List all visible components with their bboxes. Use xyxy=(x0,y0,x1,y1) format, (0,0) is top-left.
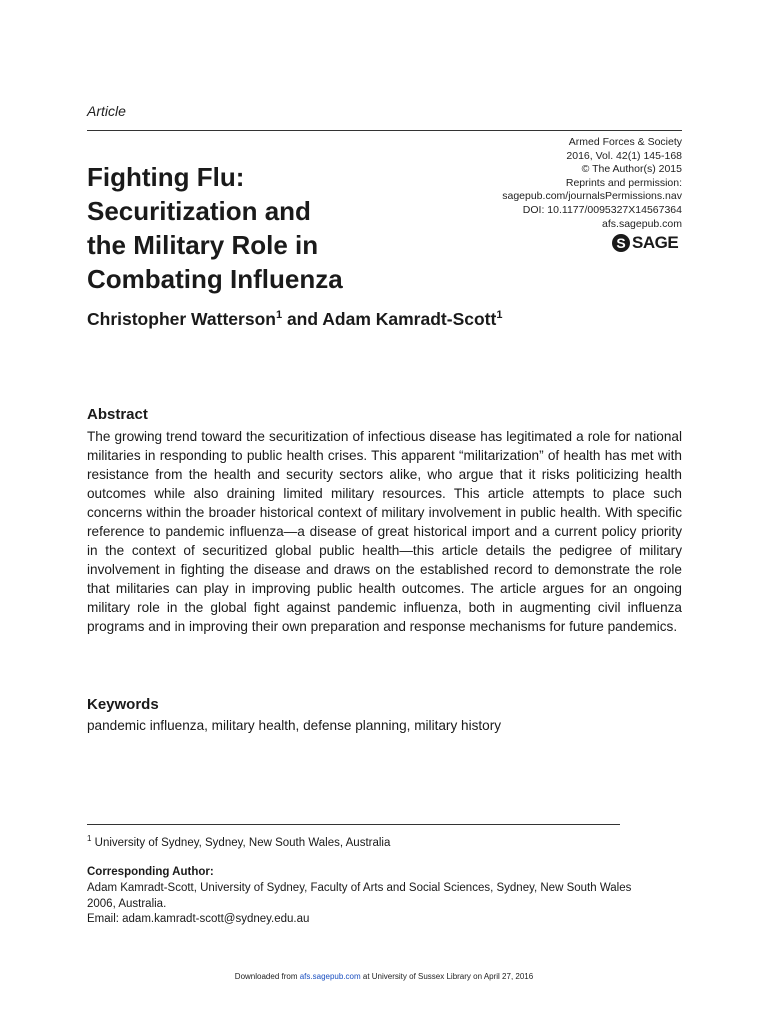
corresponding-author-details xyxy=(87,881,687,928)
doi[interactable]: DOI: 10.1177/0095327X14567364 xyxy=(522,203,682,216)
footnote-rule xyxy=(87,824,620,825)
permissions-link[interactable]: sagepub.com/journalsPermissions.nav xyxy=(502,190,682,203)
affiliation-footnote xyxy=(87,834,390,849)
download-prefix: Downloaded from xyxy=(234,972,300,981)
title-line: Fighting Flu: xyxy=(87,162,245,192)
author-name: Adam Kamradt-Scott xyxy=(322,309,497,329)
title-line: Securitization and xyxy=(87,196,311,226)
copyright: © The Author(s) 2015 xyxy=(581,163,682,176)
affiliation-marker: 1 xyxy=(87,834,92,843)
abstract-heading: Abstract xyxy=(87,406,148,423)
download-notice xyxy=(0,972,768,981)
article-type-label: Article xyxy=(87,103,126,119)
keywords-heading: Keywords xyxy=(87,696,159,713)
article-title xyxy=(87,160,447,296)
download-source-link[interactable]: afs.sagepub.com xyxy=(299,972,361,981)
sage-logo-word: SAGE xyxy=(632,233,679,252)
corresponding-author-line: 2006, Australia. xyxy=(87,897,167,910)
journal-name: Armed Forces & Society xyxy=(568,136,682,148)
abstract-text: The growing trend toward the securitization of infectious disease has legitimated a role for national militaries in responding to public health crises. This apparent “militarization” of health has met with resistance from the health and security sectors alike, who argue that it risks politicizing health outcomes while also draining limited military resources. This article attempts to place such concerns within the broader historical context of military involvement in public health. With specific reference to pandemic influenza—a disease of great historical import and a current policy priority in the context of securitized global public health—this article details the pedigree of military involvement in fighting the disease and draws on the established record to demonstrate the role that militaries can play in improving public health outcomes. The article argues for an ongoing military role in the global fight against pandemic influenza, both in augmenting civil influenza programs and in improving their own preparation and response mechanisms for future pandemics. xyxy=(87,429,682,634)
author-affiliation-marker: 1 xyxy=(275,309,283,322)
sage-logo xyxy=(612,233,678,253)
journal-meta xyxy=(422,136,682,231)
corresponding-author-email[interactable]: Email: adam.kamradt-scott@sydney.edu.au xyxy=(87,913,310,925)
sage-logo-icon: S xyxy=(612,234,630,252)
journal-volume: 2016, Vol. 42(1) 145-168 xyxy=(566,149,682,162)
affiliation-text: University of Sydney, Sydney, New South Wales, Australia xyxy=(91,836,391,849)
author-affiliation-marker: 1 xyxy=(496,309,503,322)
journal-site-link[interactable]: afs.sagepub.com xyxy=(602,217,682,230)
corresponding-author-line: Adam Kamradt-Scott, University of Sydney, Faculty of Arts and Social Sciences, Sydney, New South Wales xyxy=(87,882,632,894)
title-line: Combating Influenza xyxy=(87,264,343,294)
download-suffix: at University of Sussex Library on April 27, 2016 xyxy=(360,972,534,981)
author-line xyxy=(87,309,502,330)
keywords-text: pandemic influenza, military health, defense planning, military history xyxy=(87,718,502,733)
reprints-label: Reprints and permission: xyxy=(565,176,682,189)
header-rule xyxy=(87,130,682,131)
author-conjunction: and xyxy=(282,309,323,329)
title-line: the Military Role in xyxy=(87,230,319,260)
corresponding-author-heading: Corresponding Author: xyxy=(87,866,214,878)
author-name: Christopher Watterson xyxy=(87,309,276,329)
